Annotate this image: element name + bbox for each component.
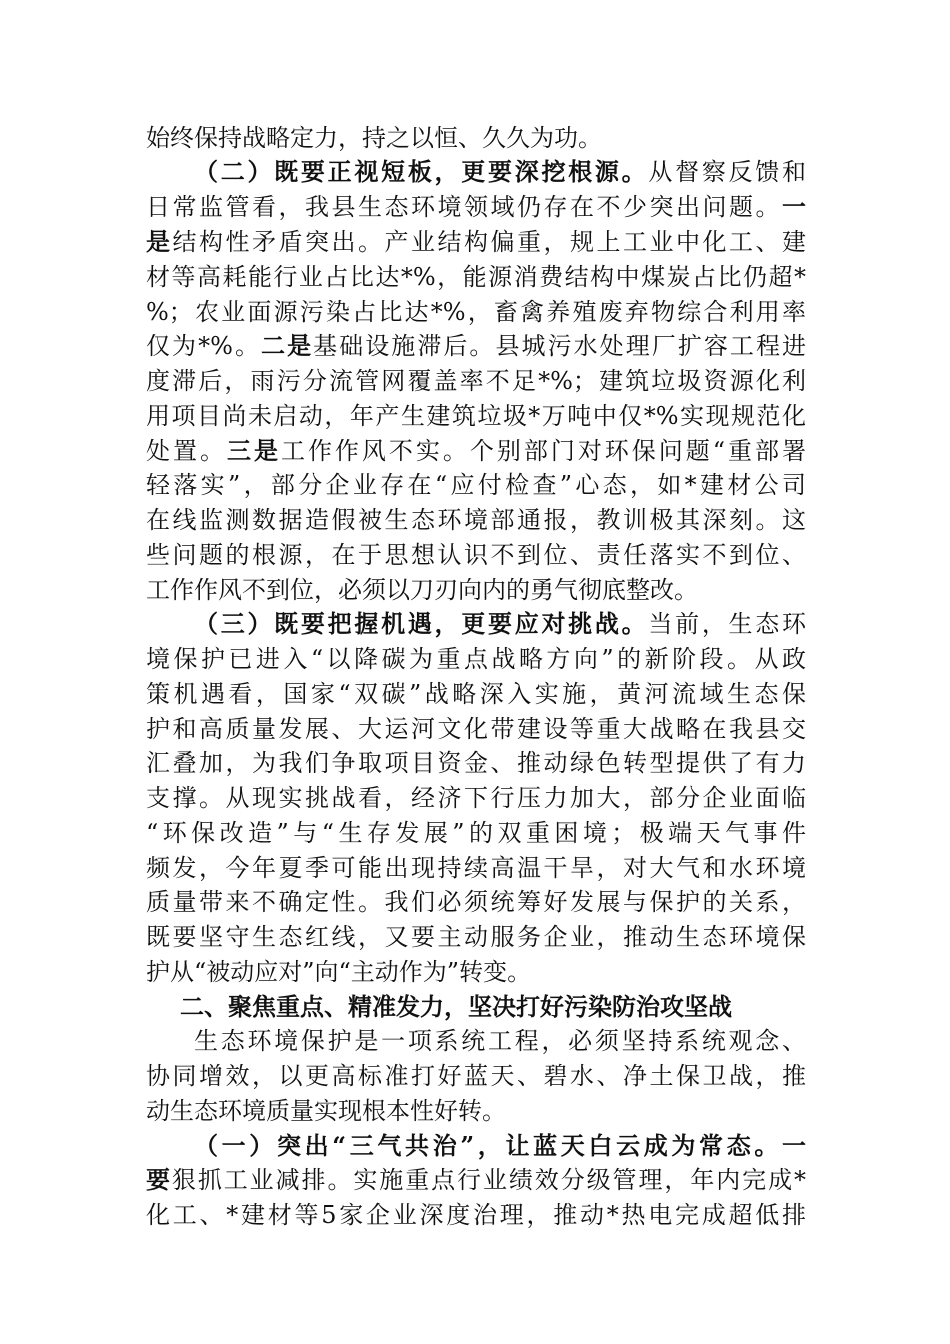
text-line: 在线监测数据造假被生态环境部通报，教训极其深刻。这 — [146, 506, 806, 534]
text-line: 轻落实”，部分企业存在“应付检查”心态，如*建材公司 — [146, 471, 806, 499]
text-line: 处置。三是工作作风不实。个别部门对环保问题“重部署 — [146, 436, 806, 465]
text-line: 生态环境保护是一项系统工程，必须坚持系统观念、 — [194, 1027, 806, 1055]
text-line: 度滞后，雨污分流管网覆盖率不足*%；建筑垃圾资源化利 — [146, 367, 806, 395]
text-line: 护和高质量发展、大运河文化带建设等重大战略在我县交 — [146, 715, 806, 743]
text-line: 始终保持战略定力，持之以恒、久久为功。 — [146, 124, 602, 152]
text-line: 汇叠加，为我们争取项目资金、推动绿色转型提供了有力 — [146, 749, 806, 777]
text-line: 是结构性矛盾突出。产业结构偏重，规上工业中化工、建 — [146, 227, 806, 256]
text-line: 化工、*建材等5家企业深度治理，推动*热电完成超低排 — [146, 1201, 806, 1229]
text-line: 用项目尚未启动，年产生建筑垃圾*万吨中仅*%实现规范化 — [146, 402, 806, 430]
text-line: “环保改造”与“生存发展”的双重困境；极端天气事件 — [146, 819, 806, 847]
text-line: 策机遇看，国家“双碳”战略深入实施，黄河流域生态保 — [146, 680, 806, 708]
text-line: 支撑。从现实挑战看，经济下行压力加大，部分企业面临 — [146, 784, 806, 812]
text-line: （二）既要正视短板，更要深挖根源。从督察反馈和 — [194, 157, 807, 186]
text-line: 境保护已进入“以降碳为重点战略方向”的新阶段。从政 — [146, 645, 806, 673]
text-line: 动生态环境质量实现根本性好转。 — [146, 1097, 506, 1125]
text-line: 护从“被动应对”向“主动作为”转变。 — [146, 958, 532, 986]
text-line: 频发，今年夏季可能出现持续高温干旱，对大气和水环境 — [146, 854, 806, 882]
text-line: 既要坚守生态红线，又要主动服务企业，推动生态环境保 — [146, 923, 806, 951]
section-heading: 二、聚焦重点、精准发力，坚决打好污染防治攻坚战 — [180, 992, 732, 1021]
text-line: 要狠抓工业减排。实施重点行业绩效分级管理，年内完成* — [146, 1165, 807, 1194]
text-line: 仅为*%。二是基础设施滞后。县城污水处理厂扩容工程进 — [146, 331, 807, 360]
text-line: （三）既要把握机遇，更要应对挑战。当前，生态环 — [194, 609, 807, 638]
text-line: 质量带来不确定性。我们必须统筹好发展与保护的关系， — [146, 888, 806, 916]
text-line: 材等高耗能行业占比达*%，能源消费结构中煤炭占比仍超* — [146, 263, 806, 291]
text-line: 日常监管看，我县生态环境领域仍存在不少突出问题。一 — [146, 192, 806, 221]
text-line: 工作作风不到位，必须以刀刃向内的勇气彻底整改。 — [146, 576, 698, 604]
text-line: %；农业面源污染占比达*%，畜禽养殖废弃物综合利用率 — [146, 298, 806, 326]
text-line: （一）突出“三气共治”，让蓝天白云成为常态。一 — [194, 1131, 806, 1160]
text-line: 协同增效，以更高标准打好蓝天、碧水、净土保卫战，推 — [146, 1062, 806, 1090]
text-line: 些问题的根源，在于思想认识不到位、责任落实不到位、 — [146, 541, 806, 569]
